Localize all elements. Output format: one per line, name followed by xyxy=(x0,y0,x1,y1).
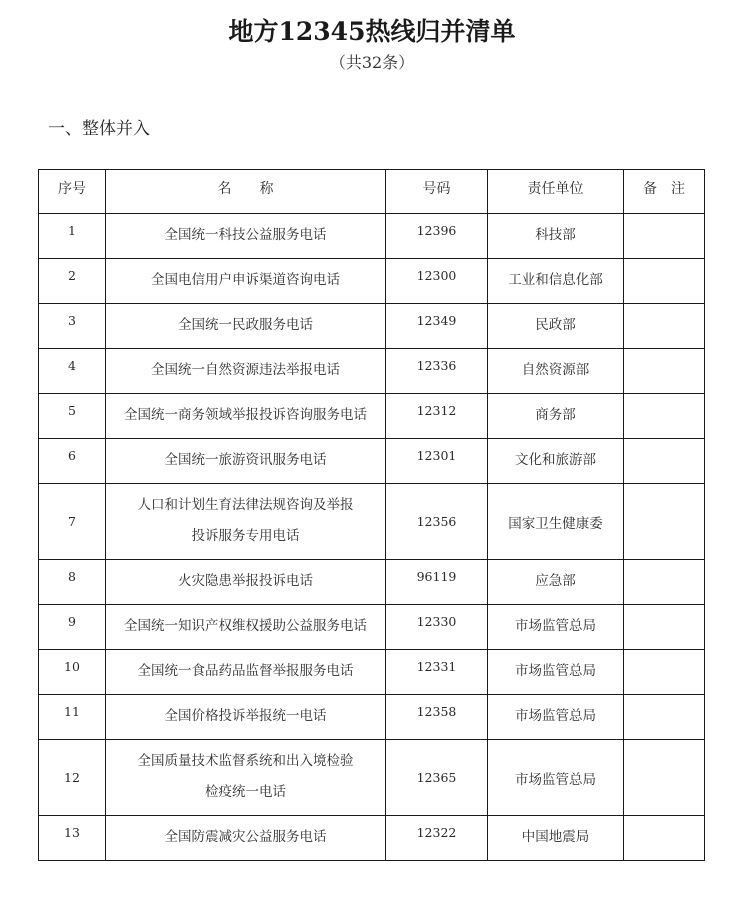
cell-name: 全国统一知识产权维权援助公益服务电话 xyxy=(106,605,386,650)
cell-remark xyxy=(624,214,705,259)
table-row xyxy=(39,740,705,816)
cell-index: 13 xyxy=(39,816,106,861)
cell-index: 10 xyxy=(39,650,106,695)
header-remark: 备 注 xyxy=(624,170,705,214)
cell-remark xyxy=(624,650,705,695)
cell-number: 12331 xyxy=(386,650,488,695)
cell-remark xyxy=(624,349,705,394)
cell-index: 4 xyxy=(39,349,106,394)
cell-name: 全国统一民政服务电话 xyxy=(106,304,386,349)
cell-index: 7 xyxy=(39,484,106,560)
document-subtitle: （共32条） xyxy=(329,53,415,72)
cell-number: 12356 xyxy=(386,484,488,560)
cell-name xyxy=(106,740,386,816)
cell-unit: 市场监管总局 xyxy=(488,605,624,650)
cell-name: 全国统一旅游资讯服务电话 xyxy=(106,439,386,484)
cell-remark xyxy=(624,740,705,816)
cell-remark xyxy=(624,560,705,605)
cell-number: 12330 xyxy=(386,605,488,650)
cell-number: 12396 xyxy=(386,214,488,259)
cell-name: 全国统一商务领域举报投诉咨询服务电话 xyxy=(106,394,386,439)
cell-remark xyxy=(624,304,705,349)
cell-number: 12301 xyxy=(386,439,488,484)
cell-unit: 工业和信息化部 xyxy=(488,259,624,304)
cell-number: 96119 xyxy=(386,560,488,605)
cell-name-line1: 人口和计划生育法律法规咨询及举报 xyxy=(137,497,354,513)
cell-index: 8 xyxy=(39,560,106,605)
cell-number: 12336 xyxy=(386,349,488,394)
cell-number: 12349 xyxy=(386,304,488,349)
cell-unit: 市场监管总局 xyxy=(488,740,624,816)
cell-name xyxy=(106,484,386,560)
hotline-table xyxy=(38,169,705,861)
cell-remark xyxy=(624,816,705,861)
cell-unit: 民政部 xyxy=(488,304,624,349)
table-row xyxy=(39,304,705,349)
cell-unit: 科技部 xyxy=(488,214,624,259)
cell-number: 12322 xyxy=(386,816,488,861)
table-row xyxy=(39,394,705,439)
cell-unit: 文化和旅游部 xyxy=(488,439,624,484)
cell-name-line1: 全国质量技术监督系统和出入境检验 xyxy=(137,753,354,769)
header-name: 名 称 xyxy=(106,170,386,214)
cell-unit: 市场监管总局 xyxy=(488,650,624,695)
cell-remark xyxy=(624,605,705,650)
cell-name: 全国统一科技公益服务电话 xyxy=(106,214,386,259)
cell-unit: 应急部 xyxy=(488,560,624,605)
cell-name: 全国防震减灾公益服务电话 xyxy=(106,816,386,861)
cell-remark xyxy=(624,439,705,484)
cell-name-line2: 检疫统一电话 xyxy=(205,784,286,800)
table-row xyxy=(39,259,705,304)
cell-index: 9 xyxy=(39,605,106,650)
cell-remark xyxy=(624,484,705,560)
cell-index: 11 xyxy=(39,695,106,740)
cell-index: 3 xyxy=(39,304,106,349)
cell-remark xyxy=(624,394,705,439)
cell-name: 全国统一食品药品监督举报服务电话 xyxy=(106,650,386,695)
table-row xyxy=(39,695,705,740)
cell-remark xyxy=(624,259,705,304)
table-row xyxy=(39,439,705,484)
cell-index: 2 xyxy=(39,259,106,304)
table-row xyxy=(39,650,705,695)
table-row xyxy=(39,484,705,560)
cell-number: 12312 xyxy=(386,394,488,439)
cell-name-line2: 投诉服务专用电话 xyxy=(191,528,300,544)
cell-unit: 中国地震局 xyxy=(488,816,624,861)
table-header-row xyxy=(39,170,705,214)
section-heading: 一、整体并入 xyxy=(48,119,150,139)
cell-remark xyxy=(624,695,705,740)
document-title: 地方12345热线归并清单 xyxy=(228,17,516,46)
cell-index: 5 xyxy=(39,394,106,439)
table-row xyxy=(39,605,705,650)
cell-index: 1 xyxy=(39,214,106,259)
table-row xyxy=(39,816,705,861)
cell-number: 12358 xyxy=(386,695,488,740)
header-unit: 责任单位 xyxy=(488,170,624,214)
table-row xyxy=(39,560,705,605)
cell-unit: 自然资源部 xyxy=(488,349,624,394)
cell-unit: 商务部 xyxy=(488,394,624,439)
header-index: 序号 xyxy=(39,170,106,214)
cell-name: 全国价格投诉举报统一电话 xyxy=(106,695,386,740)
cell-index: 6 xyxy=(39,439,106,484)
cell-index: 12 xyxy=(39,740,106,816)
header-number: 号码 xyxy=(386,170,488,214)
cell-unit: 国家卫生健康委 xyxy=(488,484,624,560)
cell-name: 全国电信用户申诉渠道咨询电话 xyxy=(106,259,386,304)
cell-number: 12365 xyxy=(386,740,488,816)
cell-name: 全国统一自然资源违法举报电话 xyxy=(106,349,386,394)
cell-name: 火灾隐患举报投诉电话 xyxy=(106,560,386,605)
cell-number: 12300 xyxy=(386,259,488,304)
table-row xyxy=(39,349,705,394)
table-row xyxy=(39,214,705,259)
cell-unit: 市场监管总局 xyxy=(488,695,624,740)
